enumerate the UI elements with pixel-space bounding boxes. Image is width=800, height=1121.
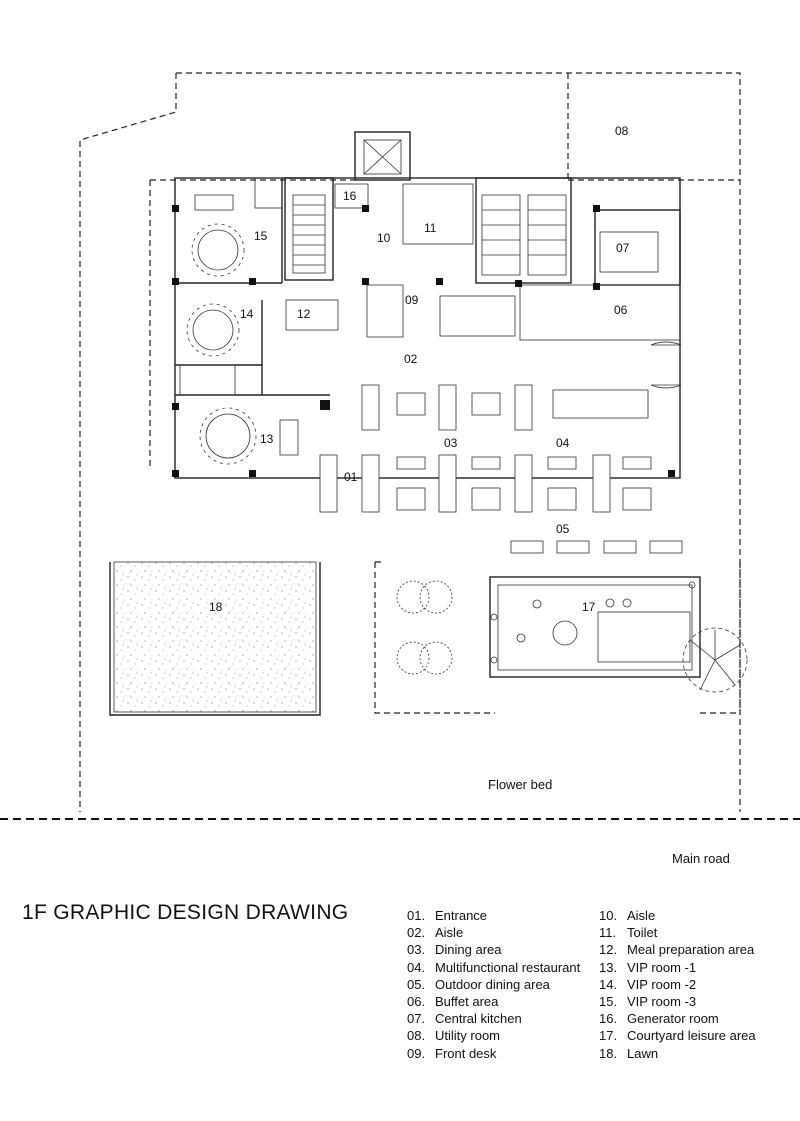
legend-number: 16. [599,1011,618,1027]
dining-tables [320,385,682,553]
legend-number: 17. [599,1028,618,1044]
room-label-10: 10 [377,231,391,245]
legend-number: 02. [407,925,426,941]
room-labels [209,124,630,614]
legend-item [407,959,580,976]
room-label-18: 18 [209,600,223,614]
room-label-06: 06 [614,303,628,317]
legend-item [407,976,580,993]
legend-label: VIP room -3 [627,994,697,1010]
building-walls [175,132,681,478]
legend-item [407,941,580,958]
legend-item [599,1010,756,1027]
legend-number: 07. [407,1011,426,1027]
legend-item [407,993,580,1010]
legend-label: Courtyard leisure area [627,1028,756,1044]
legend-item [599,959,756,976]
legend-number: 15. [599,994,618,1010]
legend-label: Entrance [435,908,488,923]
legend-number: 11. [599,925,617,941]
legend-label: Outdoor dining area [435,976,550,992]
legend-label: VIP room -2 [627,976,697,992]
flower-bed-label: Flower bed [488,777,553,792]
drawing-title: 1F GRAPHIC DESIGN DRAWING [22,901,349,924]
legend-label: Utility room [435,1028,501,1044]
legend-label: Lawn [627,1045,659,1061]
legend-number: 04. [407,959,426,975]
legend-number: 03. [407,942,426,958]
legend-number: 08. [407,1028,426,1044]
lawn-area [110,562,320,715]
room-label-03: 03 [444,436,458,450]
legend-item [407,1010,580,1027]
legend-item [599,1045,756,1062]
legend-number: 06. [407,994,426,1010]
room-label-08: 08 [615,124,629,138]
legend-item [407,1027,580,1044]
legend-number: 05. [407,976,426,992]
legend-item [599,941,756,958]
legend-number: 09. [407,1045,426,1061]
room-label-05: 05 [556,522,570,536]
legend-number: 12. [599,942,618,958]
room-label-15: 15 [254,229,268,243]
legend-number: 01. [407,908,426,923]
legend-label: Buffet area [435,994,499,1010]
legend-item [599,976,756,993]
courtyard-area [375,562,747,713]
legend-label: Toilet [627,925,658,941]
legend-label: VIP room -1 [627,959,697,975]
room-label-04: 04 [556,436,570,450]
legend-item [599,1027,756,1044]
main-road-label: Main road [672,851,730,866]
room-label-14: 14 [240,307,254,321]
room-label-07: 07 [616,241,630,255]
room-label-17: 17 [582,600,596,614]
legend-label: Central kitchen [435,1011,522,1027]
legend-item [599,924,756,941]
legend-label: Aisle [627,908,656,923]
room-label-09: 09 [405,293,419,307]
legend-label: Aisle [435,925,464,941]
legend-column-1 [407,907,580,1062]
legend-item [407,907,580,924]
legend-number: 13. [599,959,618,975]
legend-label: Dining area [435,942,502,958]
room-label-12: 12 [297,307,311,321]
legend-item [407,1045,580,1062]
legend-item [599,993,756,1010]
legend-column-2 [599,907,756,1062]
room-label-02: 02 [404,352,418,366]
room-label-01: 01 [344,470,358,484]
legend-label: Generator room [627,1011,719,1027]
legend-number: 10. [599,908,618,923]
legend-number: 14. [599,976,618,992]
legend-number: 18. [599,1045,618,1061]
legend-item [599,907,756,924]
legend-label: Meal preparation area [627,942,755,958]
legend-label: Multifunctional restaurant [435,959,581,975]
legend-label: Front desk [435,1045,497,1061]
room-label-13: 13 [260,432,274,446]
legend-item [407,924,580,941]
room-label-16: 16 [343,189,357,203]
room-label-11: 11 [424,221,437,235]
